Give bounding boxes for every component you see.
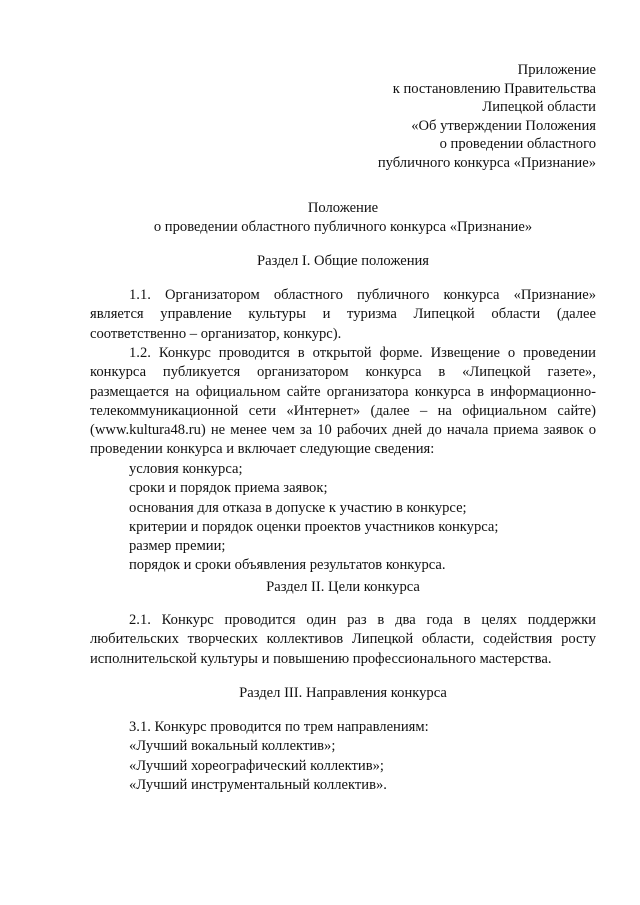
appendix-block	[378, 61, 596, 172]
list-item: порядок и сроки объявления результатов конкурса.	[129, 557, 446, 574]
document-title-line2: о проведении областного публичного конкурса «Признание»	[153, 219, 533, 235]
appendix-line: Липецкой области	[482, 99, 596, 115]
section2-heading-text: Раздел II. Цели конкурса	[266, 579, 420, 595]
appendix-line: к постановлению Правительства	[392, 80, 596, 97]
list-item: размер премии;	[129, 538, 226, 555]
list-item: критерии и порядок оценки проектов участников конкурса;	[129, 518, 499, 535]
paragraph-2-1: 2.1. Конкурс проводится один раз в два года в целях поддержки любительских творческих коллективов Липецкой области, содействия росту исполнительской культуры и повышению профессионального мастерства.	[90, 612, 596, 667]
list-item: сроки и порядок приема заявок;	[129, 480, 328, 497]
directions-list	[129, 718, 596, 795]
list-item: основания для отказа в допуске к участию в конкурсе;	[129, 499, 467, 516]
list-item: «Лучший вокальный коллектив»;	[129, 738, 336, 755]
section1-heading-text: Раздел I. Общие положения	[256, 253, 430, 269]
section1-heading	[90, 252, 596, 271]
list-item: условия конкурса;	[129, 461, 243, 477]
paragraph-1-2: 1.2. Конкурс проводится в открытой форме. Извещение о проведении конкурса публикуется организатором конкурса в «Липецкой газете», размещается на официальном сайте организатора конкурса в информационно-телекоммуникационной сети «Интернет» (далее – на официальном сайте) (www.kultura48.ru) не менее чем за 10 рабочих дней до начала приема заявок о проведении конкурса и включает следующие сведения:	[90, 345, 596, 458]
section3-heading-text: Раздел III. Направления конкурса	[239, 685, 447, 701]
appendix-line: «Об утверждении Положения	[411, 117, 596, 134]
appendix-line: о проведении областного	[439, 136, 596, 152]
section3-heading	[90, 684, 596, 703]
list-item: «Лучший хореографический коллектив»;	[129, 757, 384, 774]
list-item: 3.1. Конкурс проводится по трем направлениям:	[129, 719, 429, 735]
appendix-line: Приложение	[517, 62, 596, 78]
section2-heading	[90, 578, 596, 597]
document-title	[90, 199, 596, 237]
appendix-line: публичного конкурса «Признание»	[377, 154, 596, 171]
paragraph-1-1: 1.1. Организатором областного публичного конкурса «Признание» является управление культуры и туризма Липецкой области (далее соответственно – организатор, конкурс).	[90, 287, 596, 342]
document-title-line1: Положение	[307, 200, 379, 216]
list-item: «Лучший инструментальный коллектив».	[129, 776, 387, 793]
conditions-list	[129, 460, 596, 576]
